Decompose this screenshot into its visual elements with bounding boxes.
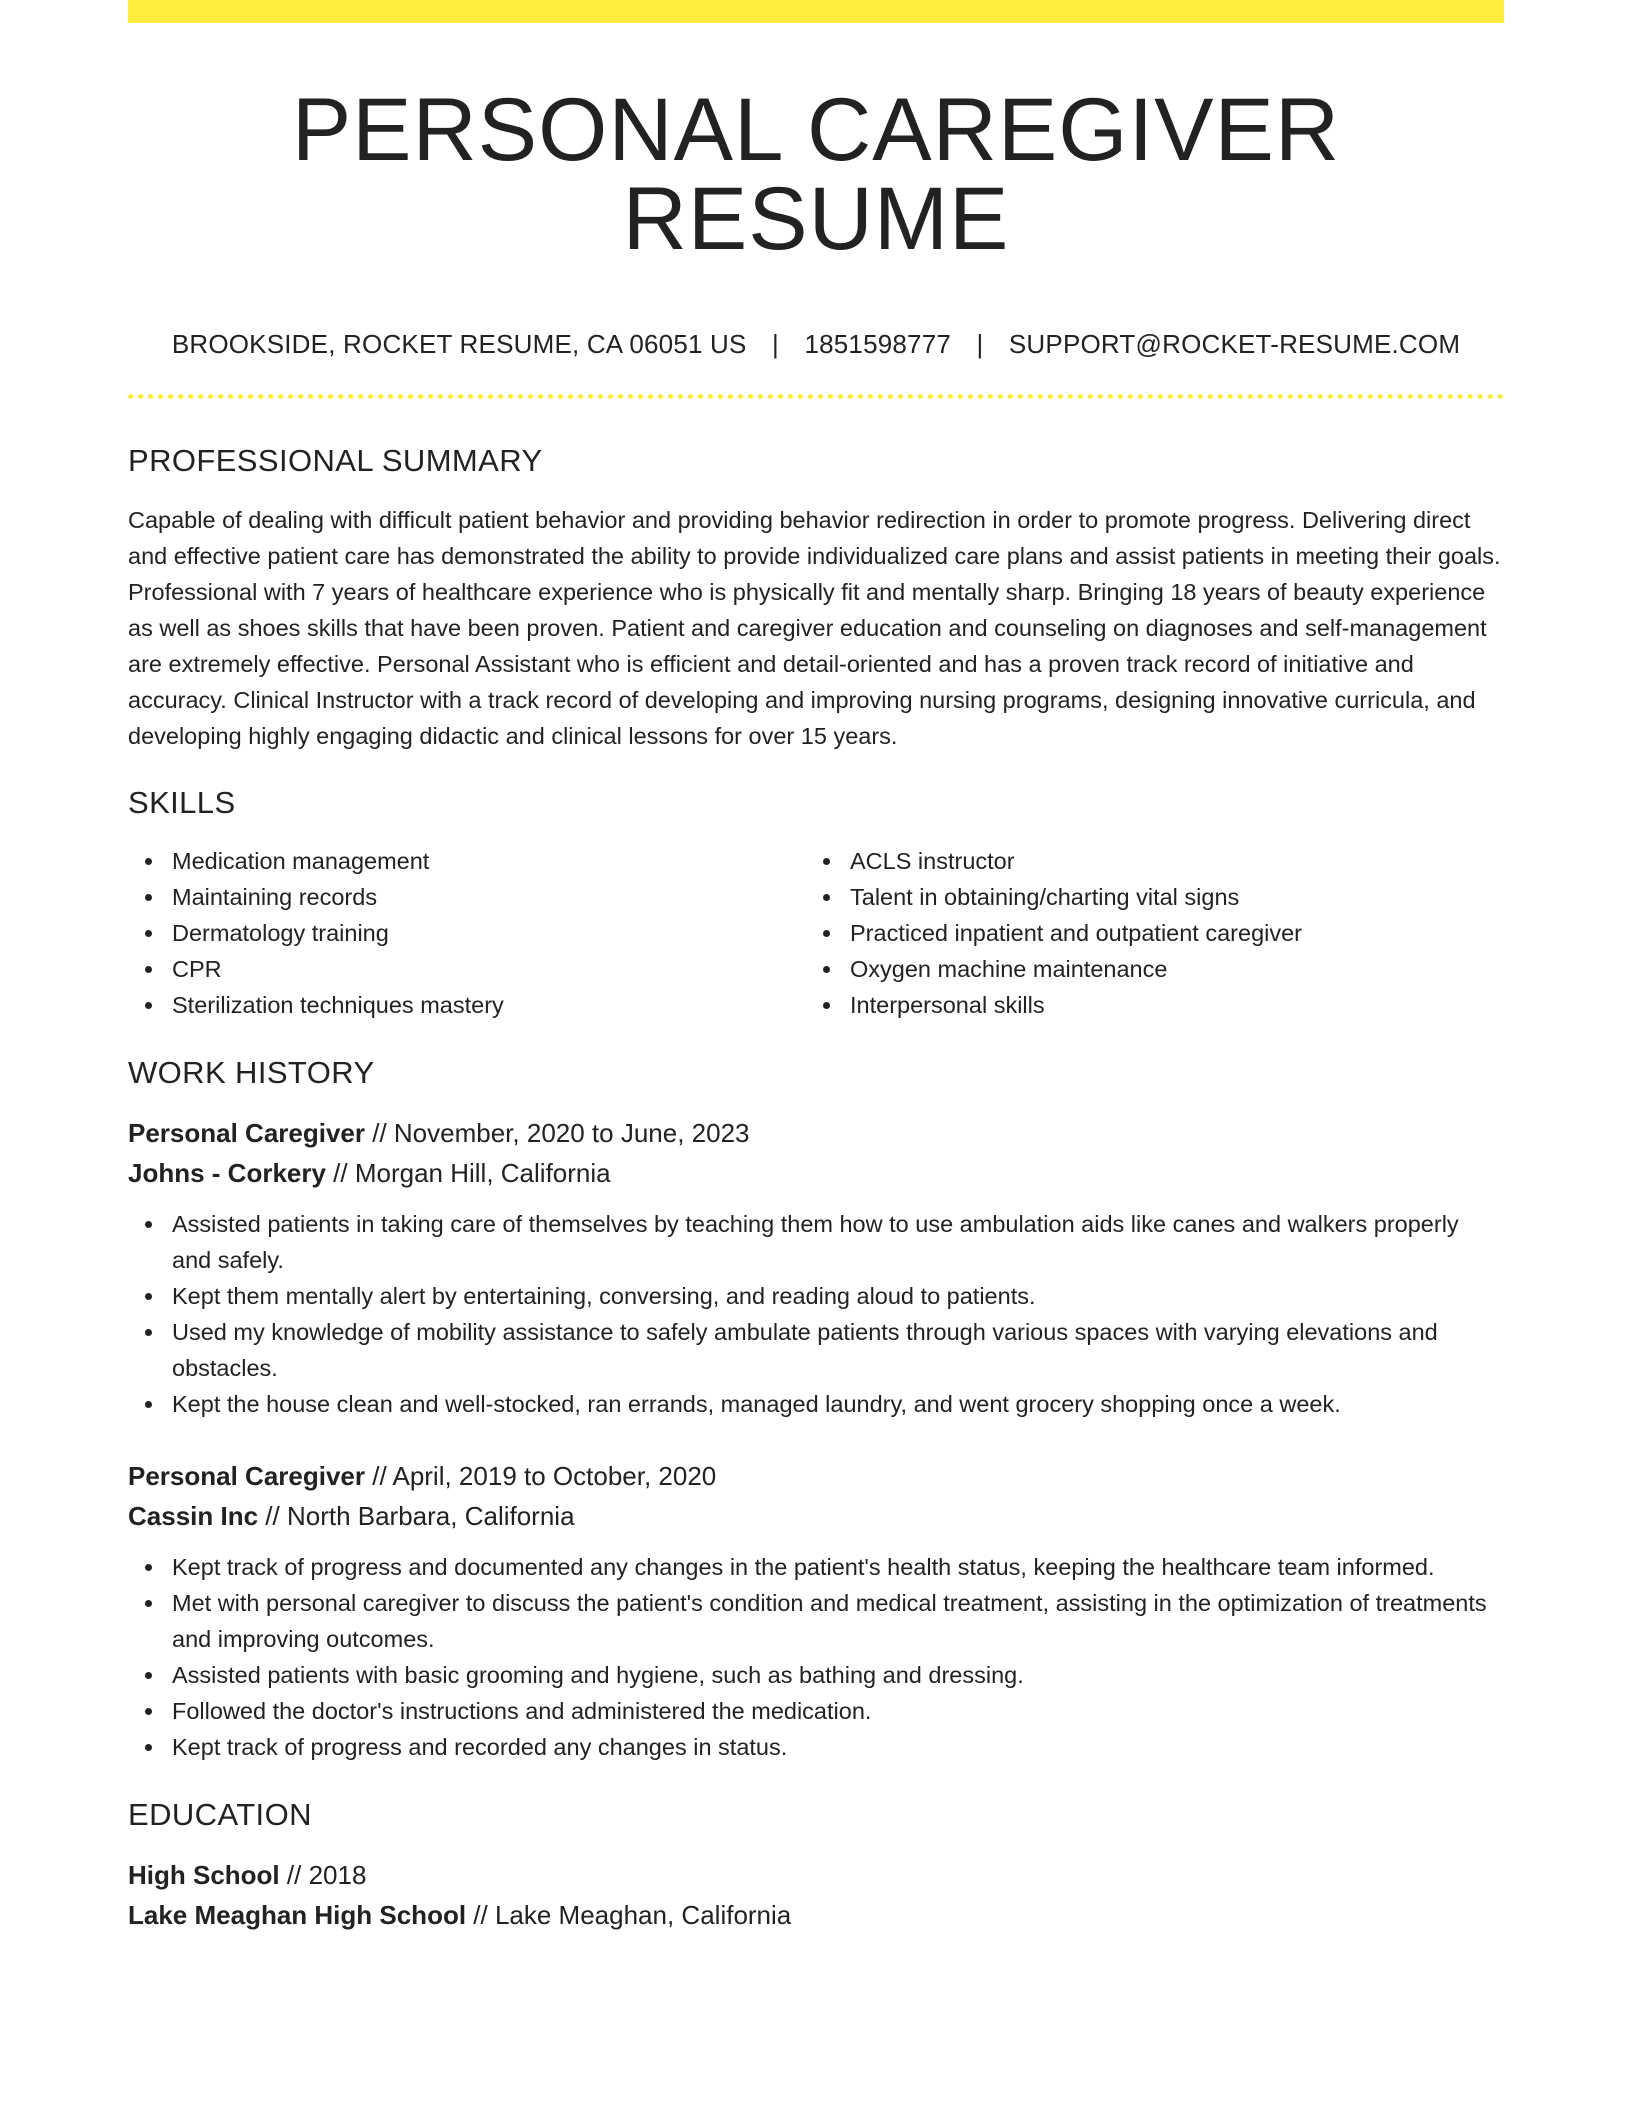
- bullet-icon: [145, 1293, 152, 1300]
- bullet-icon: [145, 1002, 152, 1009]
- job-dates: // April, 2019 to October, 2020: [365, 1461, 717, 1491]
- bullet-icon: [145, 894, 152, 901]
- contact-address: BROOKSIDE, ROCKET RESUME, CA 06051 US: [171, 329, 747, 359]
- bullet-icon: [145, 1564, 152, 1571]
- skills-heading: SKILLS: [128, 785, 236, 820]
- job-title: Personal Caregiver: [128, 1118, 366, 1148]
- education-entry: [128, 1855, 1504, 1935]
- duty-item: Kept track of progress and recorded any changes in status.: [128, 1729, 1504, 1765]
- bullet-icon: [145, 1401, 152, 1408]
- duty-item: Kept them mentally alert by entertaining, conversing, and reading aloud to patients.: [128, 1278, 1504, 1314]
- job-title-line: [128, 1113, 1504, 1153]
- duty-item: Assisted patients in taking care of themselves by teaching them how to use ambulation aids like canes and walkers properly and safely.: [128, 1206, 1504, 1278]
- duty-item: Used my knowledge of mobility assistance to safely ambulate patients through various spaces with varying elevations and obstacles.: [128, 1314, 1504, 1386]
- education-location: // Lake Meaghan, California: [466, 1900, 792, 1930]
- bullet-icon: [823, 966, 830, 973]
- education-degree: High School: [128, 1860, 280, 1890]
- education-heading: EDUCATION: [128, 1797, 312, 1832]
- bullet-icon: [145, 1708, 152, 1715]
- duty-item: Kept the house clean and well-stocked, ran errands, managed laundry, and went grocery shopping once a week.: [128, 1386, 1504, 1422]
- bullet-icon: [145, 1221, 152, 1228]
- bullet-icon: [145, 1329, 152, 1336]
- job-location: // North Barbara, California: [258, 1501, 575, 1531]
- contact-line: [128, 331, 1504, 357]
- job-company-line: [128, 1153, 1504, 1193]
- bullet-icon: [145, 858, 152, 865]
- bullet-icon: [145, 1672, 152, 1679]
- education-year: // 2018: [279, 1860, 367, 1890]
- skill-item: Oxygen machine maintenance: [806, 951, 1484, 987]
- education-school-line: [128, 1895, 1504, 1935]
- duty-item: Followed the doctor's instructions and administered the medication.: [128, 1693, 1504, 1729]
- header-divider: [128, 394, 1504, 399]
- duty-item: Met with personal caregiver to discuss the patient's condition and medical treatment, assisting in the optimization of treatments and improving outcomes.: [128, 1585, 1504, 1657]
- skill-item: Medication management: [128, 843, 806, 879]
- summary-heading: PROFESSIONAL SUMMARY: [128, 443, 543, 478]
- skills-list: [128, 843, 1504, 1023]
- job-title-line: [128, 1456, 1504, 1496]
- job-entry: [128, 1456, 1504, 1765]
- contact-separator: |: [976, 329, 984, 359]
- work-history-heading: WORK HISTORY: [128, 1055, 375, 1090]
- contact-separator: |: [772, 329, 779, 359]
- resume-title: PERSONAL CAREGIVER RESUME: [291, 79, 1341, 268]
- duty-item: Assisted patients with basic grooming and hygiene, such as bathing and dressing.: [128, 1657, 1504, 1693]
- job-duties: [128, 1206, 1504, 1422]
- contact-phone: 1851598777: [804, 329, 952, 359]
- job-location: // Morgan Hill, California: [325, 1158, 611, 1188]
- skill-item: Dermatology training: [128, 915, 806, 951]
- bullet-icon: [823, 930, 830, 937]
- skill-item: Maintaining records: [128, 879, 806, 915]
- bullet-icon: [823, 894, 830, 901]
- bullet-icon: [823, 1002, 830, 1009]
- contact-email: SUPPORT@ROCKET-RESUME.COM: [1008, 329, 1461, 359]
- bullet-icon: [145, 1600, 152, 1607]
- bullet-icon: [145, 1744, 152, 1751]
- education-degree-line: [128, 1855, 1504, 1895]
- skill-item: Talent in obtaining/charting vital signs: [806, 879, 1484, 915]
- skills-column-right: [806, 843, 1484, 1023]
- skill-item: CPR: [128, 951, 806, 987]
- skill-item: Interpersonal skills: [806, 987, 1484, 1023]
- job-company-line: [128, 1496, 1504, 1536]
- job-dates: // November, 2020 to June, 2023: [365, 1118, 750, 1148]
- bullet-icon: [145, 930, 152, 937]
- job-title: Personal Caregiver: [128, 1461, 366, 1491]
- resume-page: [128, 0, 1504, 1935]
- job-entry: [128, 1113, 1504, 1422]
- education-school: Lake Meaghan High School: [128, 1900, 467, 1930]
- duty-item: Kept track of progress and documented any changes in the patient's health status, keeping the healthcare team informed.: [128, 1549, 1504, 1585]
- summary-text: Capable of dealing with difficult patient behavior and providing behavior redirection in order to promote progress. Delivering direct and effective patient care has demonstrated the ability to provide individualized care plans and assist patients in meeting their goals. Professional with 7 years of healthcare experience who is physically fit and mentally sharp. Bringing 18 years of beauty experience as well as shoes skills that have been proven. Patient and caregiver education and counseling on diagnoses and self-management are extremely effective. Personal Assistant who is efficient and detail-oriented and has a proven track record of initiative and accuracy. Clinical Instructor with a track record of developing and improving nursing programs, designing innovative curricula, and developing highly engaging didactic and clinical lessons for over 15 years.: [128, 507, 1501, 749]
- accent-bar: [128, 0, 1504, 23]
- skill-item: Sterilization techniques mastery: [128, 987, 806, 1023]
- skills-column-left: [128, 843, 806, 1023]
- skill-item: ACLS instructor: [806, 843, 1484, 879]
- skill-item: Practiced inpatient and outpatient caregiver: [806, 915, 1484, 951]
- job-company: Johns - Corkery: [128, 1158, 326, 1188]
- job-company: Cassin Inc: [128, 1501, 259, 1531]
- bullet-icon: [823, 858, 830, 865]
- bullet-icon: [145, 966, 152, 973]
- job-duties: [128, 1549, 1504, 1765]
